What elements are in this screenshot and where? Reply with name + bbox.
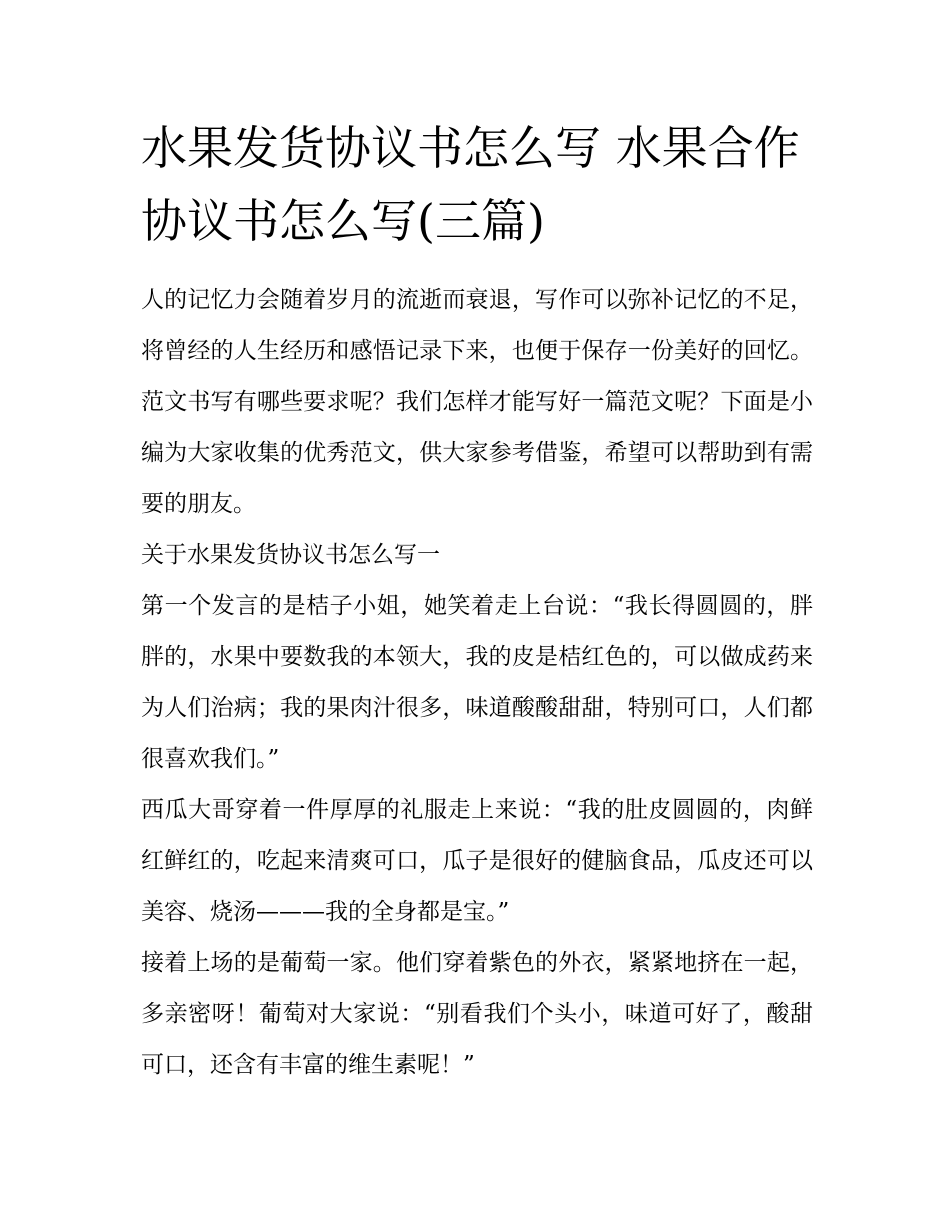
document-title: 水果发货协议书怎么写 水果合作协议书怎么写(三篇) [141,121,800,248]
document-body [141,112,813,1091]
intro-paragraph: 人的记忆力会随着岁月的流逝而衰退，写作可以弥补记忆的不足，将曾经的人生经历和感悟记录下来，也便于保存一份美好的回忆。范文书写有哪些要求呢？我们怎样才能写好一篇范文呢？下面是小编为大家收集的优秀范文，供大家参考借鉴，希望可以帮助到有需要的朋友。 [141,287,813,517]
section-heading: 关于水果发货协议书怎么写一 [141,542,440,568]
body-paragraph-grape: 接着上场的是葡萄一家。他们穿着紫色的外衣，紧紧地挤在一起，多亲密呀！葡萄对大家说：“别看我们个头小，味道可好了，酸甜可口，还含有丰富的维生素呢！” [141,950,813,1078]
body-paragraph-watermelon: 西瓜大哥穿着一件厚厚的礼服走上来说：“我的肚皮圆圆的，肉鲜红鲜红的，吃起来清爽可口，瓜子是很好的健脑食品，瓜皮还可以美容、烧汤———我的全身都是宝。” [141,797,813,925]
body-paragraph-orange: 第一个发言的是桔子小姐，她笑着走上台说：“我长得圆圆的，胖胖的，水果中要数我的本领大，我的皮是桔红色的，可以做成药来为人们治病；我的果肉汁很多，味道酸酸甜甜，特别可口，人们都很喜欢我们。” [141,593,813,772]
